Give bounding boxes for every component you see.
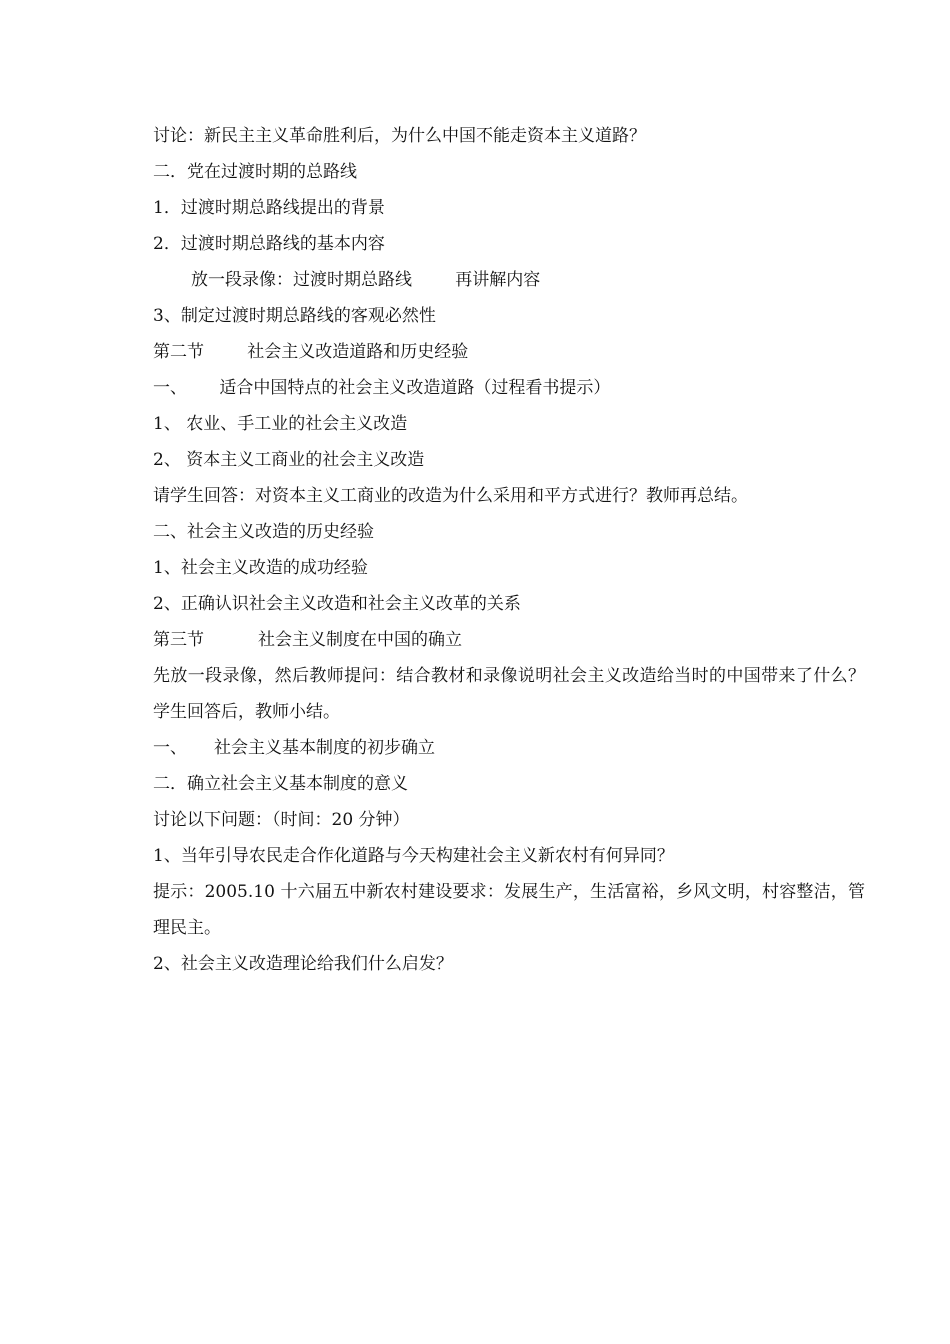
video-discussion-paragraph: 先放一段录像，然后教师提问：结合教材和录像说明社会主义改造给当时的中国带来了什么？学生回答后，教师小结。 (153, 666, 865, 722)
student-question: 请学生回答：对资本主义工商业的改造为什么采用和平方式进行？教师再总结。 (153, 486, 748, 506)
subsection-basic-system: 一、 社会主义基本制度的初步确立 (153, 738, 436, 758)
question-two: 2、社会主义改造理论给我们什么启发？ (153, 954, 453, 974)
discussion-question: 讨论：新民主主义革命胜利后，为什么中国不能走资本主义道路？ (153, 126, 646, 146)
section-three-title: 第三节 社会主义制度在中国的确立 (153, 630, 463, 650)
video-note: 放一段录像：过渡时期总路线 再讲解内容 (191, 270, 541, 290)
list-item-reform-relation: 2、正确认识社会主义改造和社会主义改革的关系 (153, 594, 521, 614)
section-two-title: 第二节 社会主义改造道路和历史经验 (153, 342, 469, 362)
document-body (153, 118, 865, 982)
list-item-necessity: 3、制定过渡时期总路线的客观必然性 (153, 306, 436, 326)
discussion-prompt: 讨论以下问题：（时间：20 分钟） (153, 810, 410, 830)
subsection-transformation-path: 一、 适合中国特点的社会主义改造道路（过程看书提示） (153, 378, 611, 398)
list-item-capitalist-industry: 2、 资本主义工商业的社会主义改造 (153, 450, 425, 470)
question-one: 1、当年引导农民走合作化道路与今天构建社会主义新农村有何异同？ (153, 846, 674, 866)
list-item-agriculture: 1、 农业、手工业的社会主义改造 (153, 414, 408, 434)
section-heading-general-line: 二．党在过渡时期的总路线 (153, 162, 357, 182)
subsection-historical-experience: 二、社会主义改造的历史经验 (153, 522, 374, 542)
subsection-significance: 二．确立社会主义基本制度的意义 (153, 774, 408, 794)
list-item-background: 1．过渡时期总路线提出的背景 (153, 198, 385, 218)
list-item-basic-content: 2．过渡时期总路线的基本内容 (153, 234, 385, 254)
hint-paragraph: 提示：2005.10 十六届五中新农村建设要求：发展生产，生活富裕，乡风文明，村容整洁，管理民主。 (153, 882, 865, 938)
list-item-success-experience: 1、社会主义改造的成功经验 (153, 558, 368, 578)
